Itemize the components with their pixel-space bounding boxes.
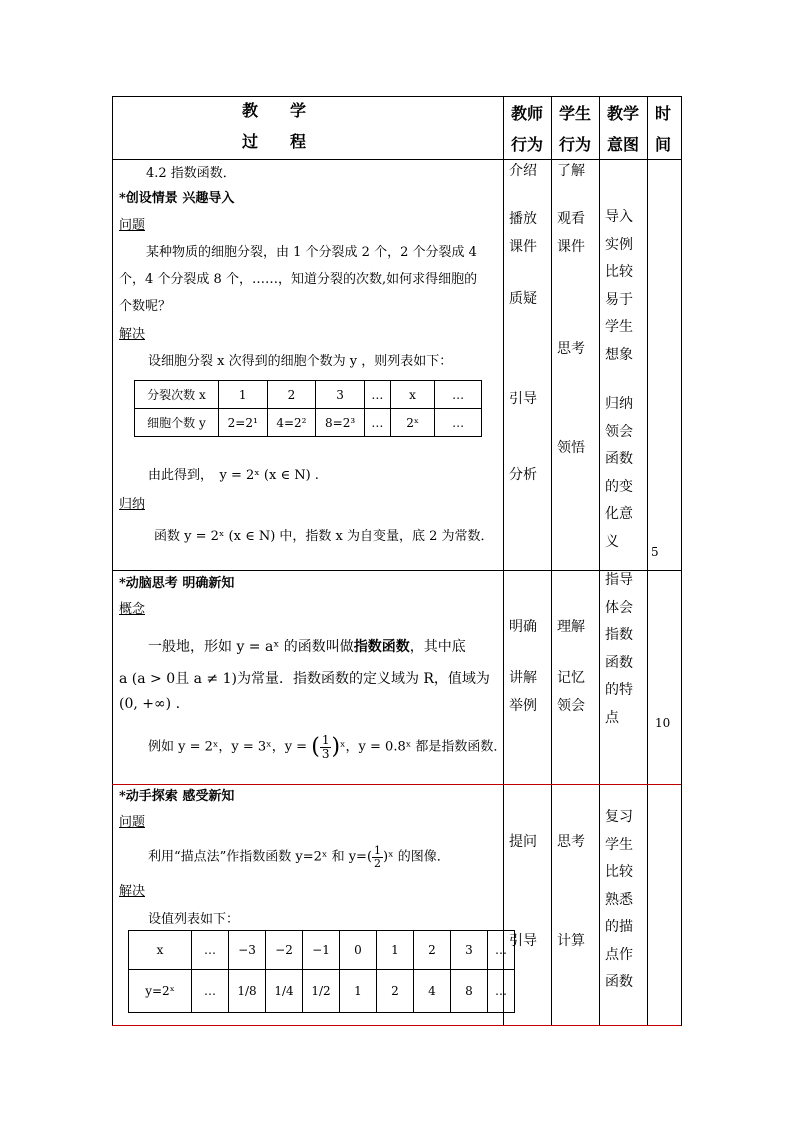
table-cell: 8 xyxy=(451,970,488,1013)
header-teaching-intent: 教学意图 xyxy=(606,104,639,154)
table-border-top xyxy=(112,96,681,97)
header-teacher-behavior: 教师行为 xyxy=(510,104,543,154)
section-title: *动脑思考 明确新知 xyxy=(119,576,235,591)
student-action: 观看课件 xyxy=(557,211,585,255)
student-action: 计算 xyxy=(557,933,585,949)
section-divider xyxy=(112,570,681,571)
table-row xyxy=(135,409,482,437)
table-cell: 1 xyxy=(218,381,267,409)
student-action: 领悟 xyxy=(557,440,585,456)
question-text: 个数呢？ xyxy=(119,299,172,314)
lesson-plan-table xyxy=(112,96,681,1026)
definition-text xyxy=(148,636,466,656)
teacher-action: 引导 xyxy=(509,933,537,949)
table-cell: x xyxy=(390,381,435,409)
table-cell: −1 xyxy=(303,931,340,970)
table-cell: 1 xyxy=(340,970,377,1013)
definition-text: a (a > 0且 a ≠ 1)为常量．指数函数的定义域为 R，值域为 xyxy=(119,671,490,687)
time-minutes: 10 xyxy=(655,716,671,730)
table-cell: 3 xyxy=(316,381,365,409)
table-cell: … xyxy=(435,409,482,437)
table-row xyxy=(135,381,482,409)
time-minutes: 5 xyxy=(651,545,659,559)
table-cell: … xyxy=(192,970,229,1013)
table-cell: 2 xyxy=(377,970,414,1013)
table-cell: … xyxy=(488,970,515,1013)
header-process-line2: 过 程 xyxy=(242,132,307,151)
cell-division-table xyxy=(134,380,482,437)
table-cell: 1/4 xyxy=(266,970,303,1013)
column-divider xyxy=(551,96,552,1026)
table-cell: 分裂次数 x xyxy=(135,381,219,409)
student-action: 记忆领会 xyxy=(557,670,585,714)
table-cell: 4=2² xyxy=(267,409,316,437)
table-cell: −3 xyxy=(229,931,266,970)
table-cell: … xyxy=(364,381,390,409)
question-label: 问题 xyxy=(119,815,146,830)
table-cell: 2 xyxy=(267,381,316,409)
example-text: 例如 y = 2ˣ，y = 3ˣ，y = ( $\frac{1}{3}$ )ˣ，y = 0.8ˣ 都是指数函数． xyxy=(148,733,507,761)
table-cell: 0 xyxy=(340,931,377,970)
definition-text-part: ，其中底 xyxy=(409,639,466,655)
teacher-action: 介绍 xyxy=(509,163,537,179)
table-cell: −2 xyxy=(266,931,303,970)
summary-text: 函数 y = 2ˣ (x ∈ N) 中，指数 x 为自变量，底 2 为常数． xyxy=(154,529,494,544)
table-cell: … xyxy=(488,931,515,970)
column-divider xyxy=(647,96,648,1026)
derive-text: 由此得到， y = 2ˣ (x ∈ N) . xyxy=(148,468,319,483)
table-cell: 4 xyxy=(414,970,451,1013)
table-cell: … xyxy=(192,931,229,970)
table-cell: 2=2¹ xyxy=(218,409,267,437)
concept-label: 概念 xyxy=(119,602,146,617)
header-process-line1: 教 学 xyxy=(242,101,307,120)
definition-term: 指数函数 xyxy=(353,639,410,655)
header-student-behavior: 学生行为 xyxy=(558,104,591,154)
question-text: 个，4 个分裂成 8 个，……，知道分裂的次数,如何求得细胞的 xyxy=(119,272,478,287)
solve-label: 解决 xyxy=(119,327,146,342)
table-cell: 2ˣ xyxy=(390,409,435,437)
section-title: *创设情景 兴趣导入 xyxy=(119,191,235,206)
teacher-action: 分析 xyxy=(509,467,537,483)
teaching-intent: 复习学生比较熟悉的描点作函数 xyxy=(605,809,633,990)
header-divider xyxy=(112,159,681,160)
question-text-part: 利用“描点法”作指数函数 y=2ˣ 和 y=( xyxy=(148,849,373,865)
table-cell: y=2ˣ xyxy=(129,970,192,1013)
table-cell: 1 xyxy=(377,931,414,970)
table-border-left xyxy=(112,96,113,1026)
question-label: 问题 xyxy=(119,218,146,233)
teacher-action: 明确 xyxy=(509,619,537,635)
question-text: 某种物质的细胞分裂，由 1 个分裂成 2 个，2 个分裂成 4 xyxy=(146,245,477,260)
column-divider xyxy=(599,96,600,1026)
table-border-bottom xyxy=(112,1025,681,1026)
table-cell: 8=2³ xyxy=(316,409,365,437)
student-action: 理解 xyxy=(557,619,585,635)
student-action: 思考 xyxy=(557,341,585,357)
fraction-one-half: $\frac{1}{2}$ xyxy=(374,844,382,870)
section-title: *动手探索 感受新知 xyxy=(119,789,235,804)
column-divider xyxy=(503,96,504,1026)
table-cell: … xyxy=(435,381,482,409)
table-row xyxy=(129,970,515,1013)
teacher-action: 提问 xyxy=(509,834,537,850)
question-text xyxy=(148,845,450,869)
teaching-intent: 归纳领会函数的变化意义 xyxy=(605,396,633,550)
teacher-action: 播放课件 xyxy=(509,211,537,255)
teaching-intent: 指导体会指数函数的特点 xyxy=(605,572,633,726)
example-text-part: 例如 y = 2ˣ，y = 3ˣ，y = xyxy=(148,739,308,755)
table-cell: 2 xyxy=(414,931,451,970)
teacher-action: 引导 xyxy=(509,391,537,407)
table-row xyxy=(129,931,515,970)
topic-heading: 4.2 指数函数． xyxy=(146,166,236,181)
fraction-one-third: $\frac{1}{3}$ xyxy=(321,733,330,761)
teacher-action: 质疑 xyxy=(509,291,537,307)
student-action: 思考 xyxy=(557,834,585,850)
table-cell: 3 xyxy=(451,931,488,970)
example-text-part: ˣ，y = 0.8ˣ 都是指数函数． xyxy=(340,739,507,755)
table-cell: x xyxy=(129,931,192,970)
table-cell: 1/8 xyxy=(229,970,266,1013)
solve-text: 设值列表如下： xyxy=(148,912,240,927)
table-cell: … xyxy=(364,409,390,437)
solve-label: 解决 xyxy=(119,884,146,899)
summary-label: 归纳 xyxy=(119,497,146,512)
teaching-intent: 导入实例比较易于学生想象 xyxy=(605,209,633,363)
header-time: 时间 xyxy=(654,104,671,154)
definition-text-part: 一般地，形如 y = aˣ 的函数叫做 xyxy=(148,639,354,655)
table-cell: 1/2 xyxy=(303,970,340,1013)
solve-text: 设细胞分裂 x 次得到的细胞个数为 y ，则列表如下： xyxy=(148,354,453,369)
value-table xyxy=(128,930,515,1013)
question-text-part: )ˣ 的图像． xyxy=(383,849,450,865)
table-border-right xyxy=(681,96,682,1026)
table-cell: 细胞个数 y xyxy=(135,409,219,437)
teacher-action: 讲解举例 xyxy=(509,670,537,714)
student-action: 了解 xyxy=(557,163,585,179)
definition-text: (0, +∞) . xyxy=(119,696,181,712)
